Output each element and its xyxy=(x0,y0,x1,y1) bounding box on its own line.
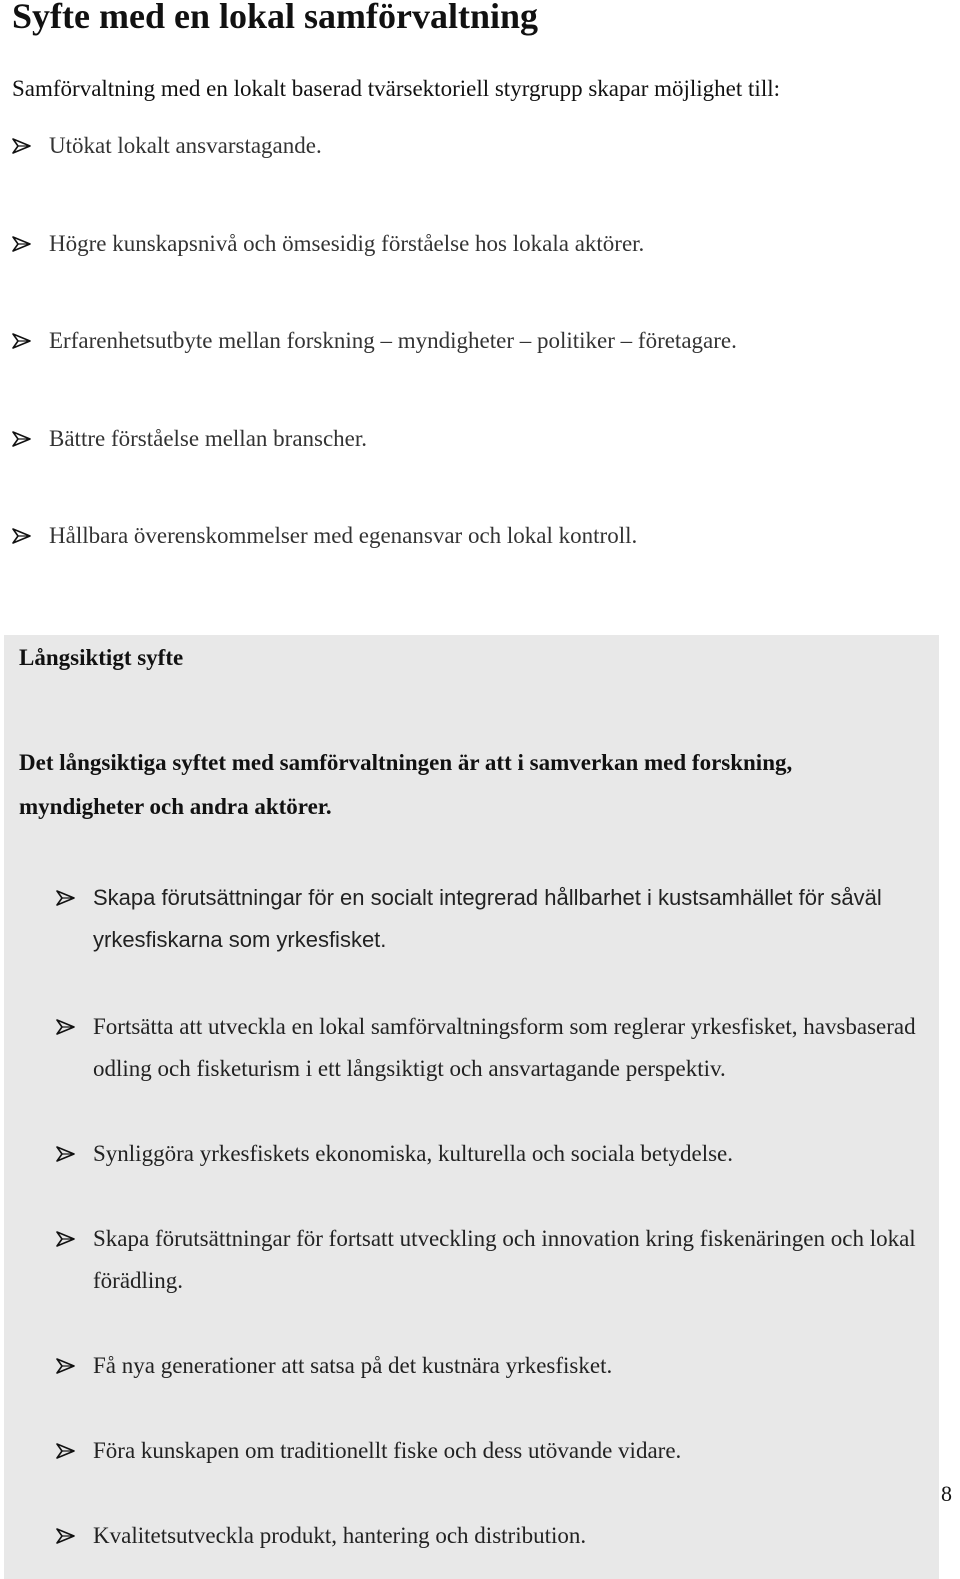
panel-heading: Långsiktigt syfte xyxy=(19,645,184,670)
arrow-bullet-icon xyxy=(56,1357,76,1375)
arrow-bullet-icon xyxy=(12,332,32,350)
list-item-text: Få nya generationer att satsa på det kustnära yrkesfisket. xyxy=(93,1353,613,1378)
list-item xyxy=(56,1515,926,1557)
list-item xyxy=(56,1345,926,1387)
panel-lead-text: Det långsiktiga syftet med samförvaltningen är att i samverkan med forskning, myndigheter och andra aktörer. xyxy=(19,750,793,819)
arrow-bullet-icon xyxy=(56,889,76,907)
list-item-text: Synliggöra yrkesfiskets ekonomiska, kulturella och sociala betydelse. xyxy=(93,1141,734,1166)
list-item-text: Föra kunskapen om traditionellt fiske och dess utövande vidare. xyxy=(93,1438,682,1463)
arrow-bullet-icon xyxy=(56,1527,76,1545)
arrow-bullet-icon xyxy=(56,1230,76,1248)
list-item-text: Fortsätta att utveckla en lokal samförvaltningsform som reglerar yrkesfisket, havsbaserad odling och fisketurism i ett långsiktigt och ansvartagande perspektiv. xyxy=(93,1014,916,1081)
list-item-text: Hållbara överenskommelser med egenansvar och lokal kontroll. xyxy=(49,523,638,548)
long-term-purpose-panel xyxy=(4,635,939,1579)
list-item-text: Kvalitetsutveckla produkt, hantering och distribution. xyxy=(93,1523,587,1548)
list-item-text: Erfarenhetsutbyte mellan forskning – myndigheter – politiker – företagare. xyxy=(49,328,737,353)
list-item-text: Högre kunskapsnivå och ömsesidig förståelse hos lokala aktörer. xyxy=(49,231,645,256)
arrow-bullet-icon xyxy=(12,430,32,448)
list-item xyxy=(56,1006,926,1090)
list-item xyxy=(56,1218,926,1302)
list-item-text: Bättre förståelse mellan branscher. xyxy=(49,426,368,451)
arrow-bullet-icon xyxy=(56,1145,76,1163)
page-title: Syfte med en lokal samförvaltning xyxy=(12,0,538,36)
page-number: 8 xyxy=(941,1481,952,1506)
arrow-bullet-icon xyxy=(12,527,32,545)
arrow-bullet-icon xyxy=(56,1442,76,1460)
arrow-bullet-icon xyxy=(56,1018,76,1036)
list-item xyxy=(56,1133,926,1175)
list-item-text: Utökat lokalt ansvarstagande. xyxy=(49,133,322,158)
list-item xyxy=(56,877,926,961)
list-item-text: Skapa förutsättningar för fortsatt utveckling och innovation kring fiskenäringen och lokal förädling. xyxy=(93,1226,916,1293)
intro-text: Samförvaltning med en lokalt baserad tvärsektoriell styrgrupp skapar möjlighet till: xyxy=(12,76,780,101)
list-item xyxy=(56,1430,926,1472)
list-item-text: Skapa förutsättningar för en socialt integrerad hållbarhet i kustsamhället för såväl yrkesfiskarna som yrkesfisket. xyxy=(93,885,882,952)
arrow-bullet-icon xyxy=(12,137,32,155)
arrow-bullet-icon xyxy=(12,235,32,253)
